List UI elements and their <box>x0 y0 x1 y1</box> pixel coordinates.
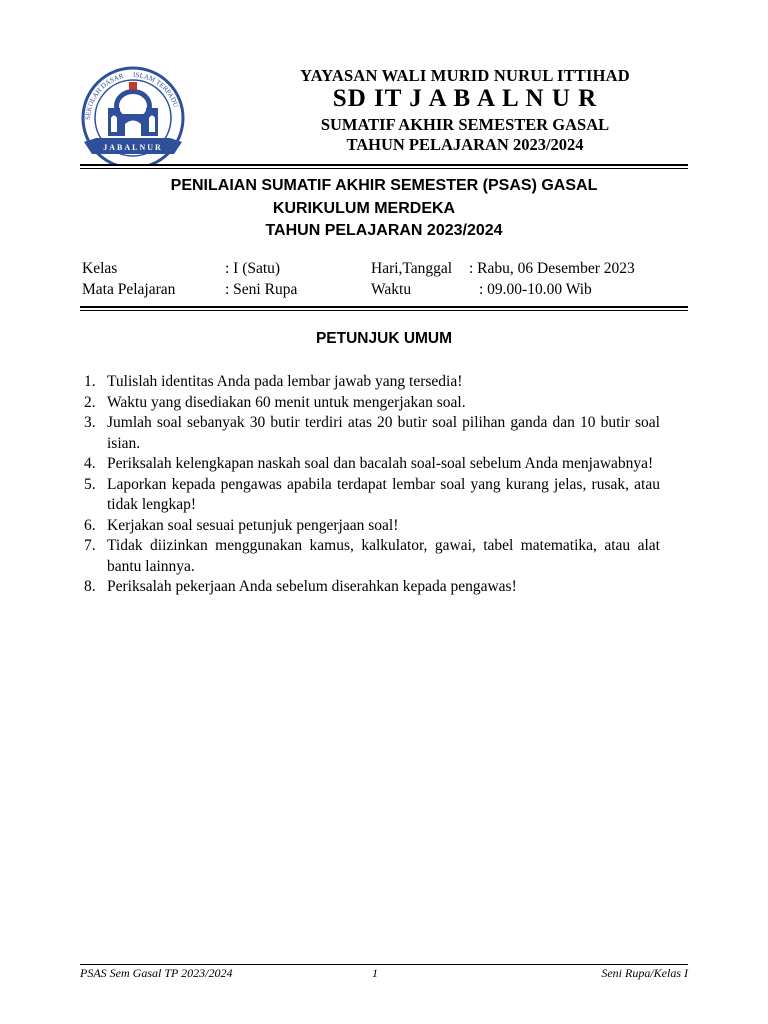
page-number: 1 <box>372 966 378 980</box>
logo-arc-left: SEKOLAH DASAR <box>83 72 125 121</box>
item-text: Tulislah identitas Anda pada lembar jawab yang tersedia! <box>107 373 463 390</box>
mapel-label: Mata Pelajaran <box>82 281 176 298</box>
header-rule-thin <box>80 168 688 169</box>
item-text: Jumlah soal sebanyak 30 butir terdiri atas 20 butir soal pilihan ganda dan 10 butir soal isian. <box>107 414 660 452</box>
info-rule-thick <box>80 306 688 308</box>
item-text: Laporkan kepada pengawas apabila terdapat lembar soal yang kurang jelas, rusak, atau tidak lengkap! <box>107 475 660 513</box>
item-text: Periksalah pekerjaan Anda sebelum diserahkan kepada pengawas! <box>107 578 517 595</box>
instructions-list <box>84 372 660 598</box>
list-item <box>84 536 660 577</box>
waktu-label: Waktu <box>371 281 412 298</box>
item-text: Kerjakan soal sesuai petunjuk pengerjaan soal! <box>107 516 399 534</box>
list-item <box>84 372 660 393</box>
exam-title: PENILAIAN SUMATIF AKHIR SEMESTER (PSAS) GASAL <box>170 177 598 194</box>
item-number: 7. <box>84 537 96 554</box>
item-number: 3. <box>84 414 96 431</box>
header-rule-thick <box>80 164 688 166</box>
list-item <box>84 516 660 537</box>
instructions-heading: PETUNJUK UMUM <box>315 330 453 347</box>
curriculum-title: KURIKULUM MERDEKA <box>272 200 456 217</box>
list-item <box>84 393 660 414</box>
item-text: Tidak diizinkan menggunakan kamus, kalkulator, gawai, tabel matematika, atau alat bantu lainnya. <box>107 537 660 575</box>
school-name: SD IT J A B A L N U R <box>332 85 598 112</box>
item-number: 1. <box>84 373 96 390</box>
waktu-value: : 09.00-10.00 Wib <box>479 281 592 298</box>
info-rule-thin <box>80 310 688 311</box>
list-item <box>84 413 660 454</box>
academic-year: TAHUN PELAJARAN 2023/2024 <box>346 135 584 154</box>
item-number: 8. <box>84 578 96 595</box>
item-number: 4. <box>84 455 96 472</box>
tanggal-label: Hari,Tanggal <box>371 260 453 277</box>
footer-right: Seni Rupa/Kelas I <box>601 966 688 980</box>
list-item <box>84 475 660 516</box>
exam-name: SUMATIF AKHIR SEMESTER GASAL <box>320 115 610 134</box>
logo-arc-right: ISLAM TERPADU <box>132 70 180 109</box>
kelas-value: : I (Satu) <box>225 260 281 277</box>
logo-ribbon-text: JABALNUR <box>103 143 163 152</box>
item-text: Waktu yang disediakan 60 menit untuk mengerjakan soal. <box>107 393 466 411</box>
item-number: 5. <box>84 475 96 493</box>
tanggal-value: : Rabu, 06 Desember 2023 <box>469 260 635 277</box>
item-number: 2. <box>84 393 96 411</box>
kelas-label: Kelas <box>82 260 118 277</box>
foundation-name: YAYASAN WALI MURID NURUL ITTIHAD <box>300 66 630 85</box>
school-logo-icon <box>76 62 190 166</box>
list-item <box>84 577 660 598</box>
year-title: TAHUN PELAJARAN 2023/2024 <box>265 222 503 239</box>
item-number: 6. <box>84 516 96 534</box>
list-item <box>84 454 660 475</box>
footer-rule <box>80 964 688 965</box>
item-text: Periksalah kelengkapan naskah soal dan bacalah soal-soal sebelum Anda menjawabnya! <box>107 455 654 472</box>
footer-left: PSAS Sem Gasal TP 2023/2024 <box>80 966 233 980</box>
mapel-value: : Seni Rupa <box>225 281 298 298</box>
